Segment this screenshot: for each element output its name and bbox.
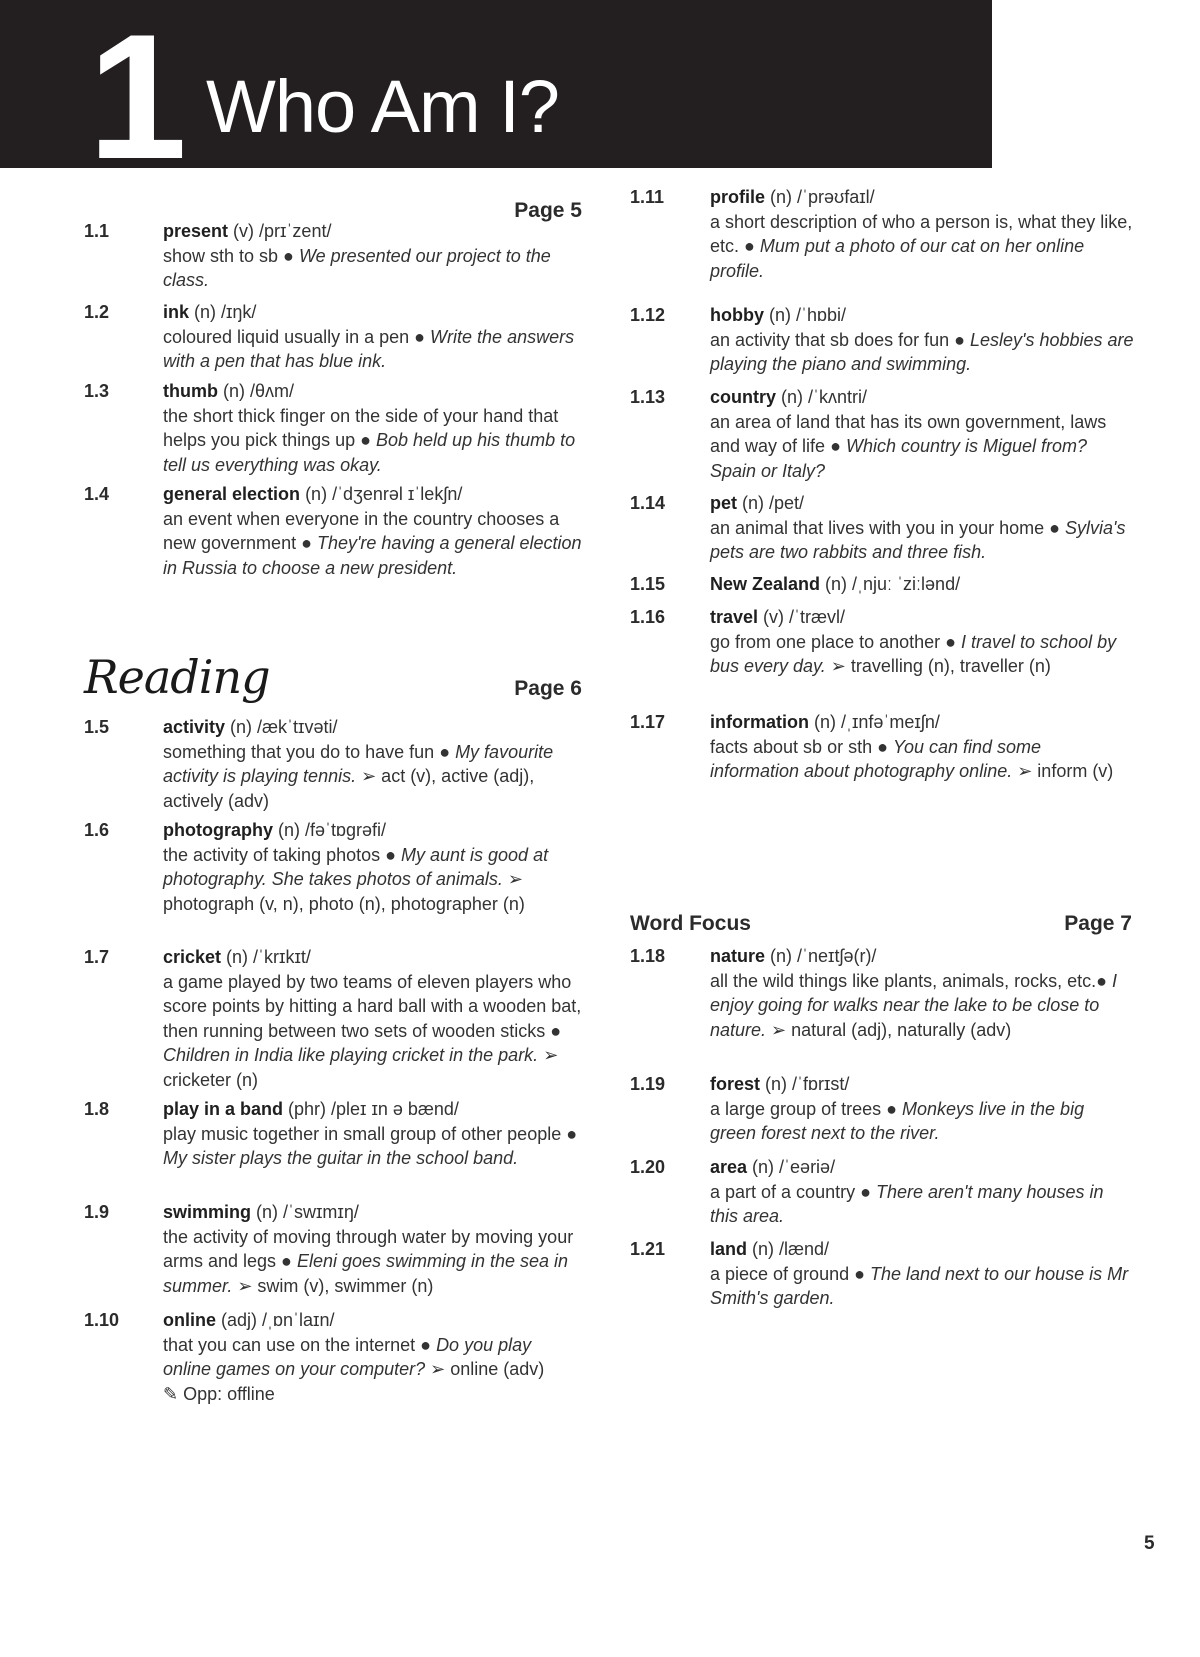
section-page-label: Page 6 xyxy=(514,677,582,700)
headword: information xyxy=(710,712,809,732)
section-page-label: Page 7 xyxy=(1064,912,1132,935)
definition: an activity that sb does for fun ● xyxy=(710,329,971,350)
headword: country xyxy=(710,387,777,407)
entry-number: 1.16 xyxy=(630,607,666,627)
pronunciation: (n) /ˈfɒrɪst/ xyxy=(760,1074,850,1094)
entry-body xyxy=(710,710,1135,784)
example: We presented our project to the class. xyxy=(163,245,551,290)
example: Which country is Miguel from? Spain or Italy? xyxy=(710,436,1088,481)
headword: swimming xyxy=(163,1202,252,1222)
example: The land next to our house is Mr Smith's garden. xyxy=(710,1263,1129,1308)
headword: play in a band xyxy=(163,1099,284,1119)
related-forms: ➢ natural (adj), naturally (adv) xyxy=(766,1019,1012,1040)
headword: nature xyxy=(710,946,766,966)
example: Do you play online games on your computer? xyxy=(163,1334,532,1379)
pronunciation: (n) /pet/ xyxy=(737,493,805,513)
example: My sister plays the guitar in the school band. xyxy=(163,1148,519,1168)
pronunciation: (n) /ˈeəriə/ xyxy=(747,1157,836,1177)
pronunciation: (phr) /pleɪ ɪn ə bænd/ xyxy=(283,1099,459,1119)
pronunciation: (adj) /ˌɒnˈlaɪn/ xyxy=(216,1310,335,1330)
definition: an animal that lives with you in your home ● xyxy=(710,517,1066,538)
entry-body xyxy=(710,385,1135,483)
entry-number: 1.15 xyxy=(630,574,666,594)
pronunciation: (v) /prɪˈzent/ xyxy=(228,221,332,241)
entry-body xyxy=(710,491,1135,565)
definition: a game played by two teams of eleven players who score points by hitting a hard ball with a wooden bat, then running between two sets of wooden sticks ● xyxy=(163,971,582,1041)
entry-body xyxy=(710,303,1135,377)
entry-body xyxy=(163,1200,582,1298)
section-title: Word Focus xyxy=(630,912,751,935)
headword: thumb xyxy=(163,381,218,401)
entry-body xyxy=(710,605,1135,679)
entry-body xyxy=(163,818,582,916)
section-title: Reading xyxy=(84,650,270,704)
definition: a piece of ground ● xyxy=(710,1263,870,1284)
example: My favourite activity is playing tennis. xyxy=(163,741,554,786)
definition: a part of a country ● xyxy=(710,1181,876,1202)
entry-body xyxy=(163,1308,582,1406)
unit-title: Who Am I? xyxy=(206,65,559,148)
definition: the activity of moving through water by moving your arms and legs ● xyxy=(163,1226,574,1271)
opposite-note: ✎ Opp: offline xyxy=(163,1383,275,1404)
example: You can find some information about photography online. xyxy=(710,736,1042,781)
entry-number: 1.18 xyxy=(630,946,666,966)
headword: cricket xyxy=(163,947,222,967)
page-number: 5 xyxy=(1144,1533,1155,1554)
headword: present xyxy=(163,221,229,241)
pronunciation: (n) /ˌnjuː ˈziːlənd/ xyxy=(820,574,961,594)
pronunciation: (n) /ˈprəʊfaɪl/ xyxy=(765,187,875,207)
example: Sylvia's pets are two rabbits and three fish. xyxy=(710,517,1126,562)
definition: an event when everyone in the country chooses a new government ● xyxy=(163,508,560,553)
section-page-label: Page 5 xyxy=(514,199,582,222)
entry-number: 1.11 xyxy=(630,187,665,207)
example: There aren't many houses in this area. xyxy=(710,1181,1104,1226)
example: Bob held up his thumb to tell us everything was okay. xyxy=(163,430,576,475)
entry-number: 1.1 xyxy=(84,221,110,241)
headword: pet xyxy=(710,493,737,513)
pronunciation: (v) /ˈtrævl/ xyxy=(758,607,846,627)
headword: photography xyxy=(163,820,273,840)
entry-number: 1.17 xyxy=(630,712,666,732)
unit-banner xyxy=(0,0,992,196)
definition: that you can use on the internet ● xyxy=(163,1334,437,1355)
entry-number: 1.3 xyxy=(84,381,110,401)
headword: land xyxy=(710,1239,748,1259)
entry-number: 1.10 xyxy=(84,1310,120,1330)
headword: hobby xyxy=(710,305,764,325)
entry-body xyxy=(163,715,582,813)
entry-body xyxy=(710,944,1135,1042)
entry-number: 1.14 xyxy=(630,493,666,513)
headword: activity xyxy=(163,717,226,737)
example: My aunt is good at photography. She takes photos of animals. xyxy=(163,844,549,889)
entry-number: 1.2 xyxy=(84,302,110,322)
example: They're having a general election in Russia to choose a new president. xyxy=(163,533,582,578)
definition: something that you do to have fun ● xyxy=(163,741,456,762)
entry-body xyxy=(163,219,582,293)
pronunciation: (n) /ˈkʌntri/ xyxy=(776,387,868,407)
headword: forest xyxy=(710,1074,761,1094)
related-forms: ➢ cricketer (n) xyxy=(163,1045,559,1090)
definition: coloured liquid usually in a pen ● xyxy=(163,326,431,347)
entry-body xyxy=(710,185,1135,283)
entry-number: 1.21 xyxy=(630,1239,666,1259)
definition: go from one place to another ● xyxy=(710,631,962,652)
headword: New Zealand xyxy=(710,574,821,594)
pronunciation: (n) /ˈhɒbi/ xyxy=(764,305,847,325)
pronunciation: (n) /ˈswɪmɪŋ/ xyxy=(251,1202,359,1222)
example: I enjoy going for walks near the lake to be close to nature. xyxy=(710,970,1118,1040)
definition: a short description of who a person is, what they like, etc. ● xyxy=(710,211,1133,256)
entry-body xyxy=(710,1237,1135,1311)
pronunciation: (n) /ækˈtɪvəti/ xyxy=(225,717,338,737)
entry-body xyxy=(163,300,582,374)
entry-body xyxy=(710,1072,1135,1146)
section-page5-header xyxy=(84,184,582,224)
section-word-focus-header xyxy=(630,897,1135,937)
entry-number: 1.5 xyxy=(84,717,110,737)
headword: general election xyxy=(163,484,301,504)
headword: online xyxy=(163,1310,216,1330)
entry-number: 1.19 xyxy=(630,1074,666,1094)
unit-number: 1 xyxy=(88,0,183,196)
entry-number: 1.20 xyxy=(630,1157,666,1177)
entry-number: 1.12 xyxy=(630,305,666,325)
entry-number: 1.4 xyxy=(84,484,110,504)
definition: facts about sb or sth ● xyxy=(710,736,893,757)
definition: play music together in small group of other people ● xyxy=(163,1123,578,1144)
entry-number: 1.8 xyxy=(84,1099,110,1119)
entry-number: 1.7 xyxy=(84,947,110,967)
example: Eleni goes swimming in the sea in summer. xyxy=(163,1251,569,1296)
pronunciation: (n) /ˈkrɪkɪt/ xyxy=(221,947,311,967)
pronunciation: (n) /ɪŋk/ xyxy=(189,302,257,322)
related-forms: ➢ travelling (n), traveller (n) xyxy=(825,656,1051,676)
example: Children in India like playing cricket in the park. xyxy=(163,1045,539,1065)
pronunciation: (n) /fəˈtɒgrəfi/ xyxy=(273,820,387,840)
headword: profile xyxy=(710,187,766,207)
pronunciation: (n) /ˈneɪtʃə(r)/ xyxy=(765,946,877,966)
headword: area xyxy=(710,1157,748,1177)
example: Lesley's hobbies are playing the piano and swimming. xyxy=(710,329,1134,374)
entry-body xyxy=(710,572,1135,597)
entry-body xyxy=(163,379,582,477)
example: Write the answers with a pen that has blue ink. xyxy=(163,326,575,371)
pronunciation: (n) /lænd/ xyxy=(747,1239,830,1259)
example: Mum put a photo of our cat on her online profile. xyxy=(710,236,1085,281)
section-reading-header xyxy=(84,650,582,704)
entry-body xyxy=(163,1097,582,1171)
entry-body xyxy=(163,482,582,580)
entry-body xyxy=(710,1155,1135,1229)
related-forms: ➢ photograph (v, n), photo (n), photographer (n) xyxy=(163,869,525,914)
definition: all the wild things like plants, animals, rocks, etc.● xyxy=(710,970,1113,991)
headword: ink xyxy=(163,302,190,322)
definition: an area of land that has its own government, laws and way of life ● xyxy=(710,411,1107,456)
entry-body xyxy=(163,945,582,1092)
entry-number: 1.6 xyxy=(84,820,110,840)
related-forms: ➢ inform (v) xyxy=(1012,761,1114,781)
definition: show sth to sb ● xyxy=(163,245,299,266)
pronunciation: (n) /ˈdʒenrəl ɪˈlekʃn/ xyxy=(300,484,463,504)
headword: travel xyxy=(710,607,759,627)
pronunciation: (n) /θʌm/ xyxy=(217,381,294,401)
example: Monkeys live in the big green forest next to the river. xyxy=(710,1098,1085,1143)
definition: the short thick finger on the side of your hand that helps you pick things up ● xyxy=(163,405,559,450)
entry-number: 1.9 xyxy=(84,1202,110,1222)
related-forms: ➢ swim (v), swimmer (n) xyxy=(232,1275,434,1296)
definition: a large group of trees ● xyxy=(710,1098,902,1119)
pronunciation: (n) /ˌɪnfəˈmeɪʃn/ xyxy=(809,712,940,732)
example: I travel to school by bus every day. xyxy=(710,631,1117,676)
definition: the activity of taking photos ● xyxy=(163,844,401,865)
related-forms: ➢ online (adv) xyxy=(425,1359,545,1379)
entry-number: 1.13 xyxy=(630,387,666,407)
related-forms: ➢ act (v), active (adj), actively (adv) xyxy=(163,766,535,811)
